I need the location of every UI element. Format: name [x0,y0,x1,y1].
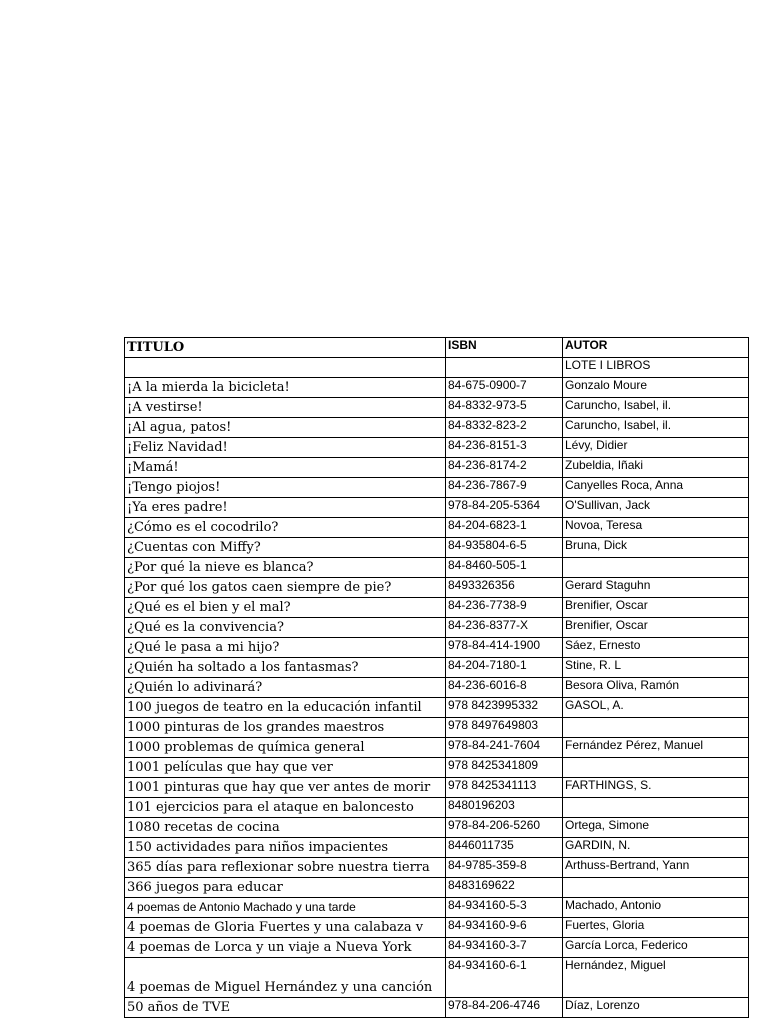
table-row [125,858,749,878]
table-row [125,438,749,458]
table-row [125,618,749,638]
cell-titulo: 101 ejercicios para el ataque en baloncesto [125,798,446,818]
cell-titulo: 1000 problemas de química general [125,738,446,758]
cell-isbn: 978 8423995332 [446,698,563,718]
table-row [125,798,749,818]
table-row [125,778,749,798]
cell-titulo: ¡Mamá! [125,458,446,478]
table-row [125,398,749,418]
table-row [125,598,749,618]
table-row [125,898,749,918]
cell-autor: Gonzalo Moure [563,378,749,398]
cell-isbn: 84-204-6823-1 [446,518,563,538]
cell-titulo: ¿Quién lo adivinará? [125,678,446,698]
cell-isbn: 8493326356 [446,578,563,598]
cell-autor: García Lorca, Federico [563,938,749,958]
table-row [125,818,749,838]
cell-titulo: ¡A la mierda la bicicleta! [125,378,446,398]
table-row [125,738,749,758]
cell-autor: Stine, R. L [563,658,749,678]
cell-autor [563,878,749,898]
cell-titulo: ¡Tengo piojos! [125,478,446,498]
cell-isbn: 84-236-6016-8 [446,678,563,698]
cell-isbn: 84-236-8377-X [446,618,563,638]
cell-autor: Canyelles Roca, Anna [563,478,749,498]
header-titulo: TITULO [125,338,446,358]
cell-titulo: ¿Quién ha soltado a los fantasmas? [125,658,446,678]
cell-isbn: 8480196203 [446,798,563,818]
cell-autor: GARDIN, N. [563,838,749,858]
cell-isbn: 84-934160-6-1 [446,958,563,998]
table-row [125,558,749,578]
cell-autor [563,758,749,778]
table-row [125,538,749,558]
cell-isbn: 8446011735 [446,838,563,858]
cell-titulo: 1080 recetas de cocina [125,818,446,838]
table-row [125,698,749,718]
cell-titulo: ¡Al agua, patos! [125,418,446,438]
cell-titulo: ¿Por qué la nieve es blanca? [125,558,446,578]
cell-titulo: 150 actividades para niños impacientes [125,838,446,858]
cell-titulo: ¿Qué le pasa a mi hijo? [125,638,446,658]
cell-titulo: 1000 pinturas de los grandes maestros [125,718,446,738]
table-row [125,718,749,738]
cell-titulo: 1001 películas que hay que ver [125,758,446,778]
cell-isbn: 978-84-206-4746 [446,998,563,1018]
cell-titulo: 365 días para reflexionar sobre nuestra tierra [125,858,446,878]
cell-titulo: ¿Qué es el bien y el mal? [125,598,446,618]
cell-autor: Sáez, Ernesto [563,638,749,658]
cell-isbn: 84-236-7867-9 [446,478,563,498]
table-row [125,578,749,598]
cell-titulo: ¿Qué es la convivencia? [125,618,446,638]
table-body [125,338,749,1018]
book-list-table [124,337,749,1018]
cell-autor: Lévy, Didier [563,438,749,458]
cell-autor: LOTE I LIBROS [563,358,749,378]
header-row [125,338,749,358]
table-row [125,838,749,858]
cell-isbn: 978 8425341113 [446,778,563,798]
table-row [125,518,749,538]
cell-isbn [446,358,563,378]
cell-autor: Besora Oliva, Ramón [563,678,749,698]
cell-titulo: 4 poemas de Gloria Fuertes y una calabaza v [125,918,446,938]
cell-isbn: 84-236-7738-9 [446,598,563,618]
cell-isbn: 978 8425341809 [446,758,563,778]
cell-titulo: ¡Ya eres padre! [125,498,446,518]
cell-autor: Brenifier, Oscar [563,598,749,618]
cell-isbn: 84-934160-9-6 [446,918,563,938]
cell-autor: Zubeldia, Iñaki [563,458,749,478]
cell-autor: O'Sullivan, Jack [563,498,749,518]
cell-titulo: ¡A vestirse! [125,398,446,418]
cell-isbn: 978 8497649803 [446,718,563,738]
cell-autor [563,558,749,578]
cell-autor: Caruncho, Isabel, il. [563,418,749,438]
cell-autor [563,718,749,738]
cell-autor: Novoa, Teresa [563,518,749,538]
cell-isbn: 84-236-8151-3 [446,438,563,458]
cell-titulo: 1001 pinturas que hay que ver antes de morir [125,778,446,798]
cell-titulo: 4 poemas de Antonio Machado y una tarde [125,898,446,918]
cell-isbn: 978-84-205-5364 [446,498,563,518]
cell-titulo: ¿Por qué los gatos caen siempre de pie? [125,578,446,598]
table-row [125,358,749,378]
cell-titulo [125,358,446,378]
cell-titulo: 4 poemas de Miguel Hernández y una canción [125,958,446,998]
table-row [125,658,749,678]
cell-titulo: 4 poemas de Lorca y un viaje a Nueva York [125,938,446,958]
cell-autor: FARTHINGS, S. [563,778,749,798]
cell-autor: Díaz, Lorenzo [563,998,749,1018]
header-autor: AUTOR [563,338,749,358]
cell-isbn: 8483169622 [446,878,563,898]
cell-titulo: ¿Cómo es el cocodrilo? [125,518,446,538]
cell-isbn: 84-934160-3-7 [446,938,563,958]
cell-isbn: 84-935804-6-5 [446,538,563,558]
cell-isbn: 84-8332-973-5 [446,398,563,418]
cell-isbn: 84-204-7180-1 [446,658,563,678]
cell-autor: Fernández Pérez, Manuel [563,738,749,758]
cell-autor: GASOL, A. [563,698,749,718]
table-row [125,478,749,498]
table-row [125,758,749,778]
table-row [125,998,749,1018]
table-row [125,678,749,698]
cell-titulo: ¡Feliz Navidad! [125,438,446,458]
cell-isbn: 978-84-414-1900 [446,638,563,658]
cell-autor: Gerard Staguhn [563,578,749,598]
cell-autor: Bruna, Dick [563,538,749,558]
cell-isbn: 84-8460-505-1 [446,558,563,578]
cell-autor: Arthuss-Bertrand, Yann [563,858,749,878]
table-row [125,458,749,478]
cell-autor: Fuertes, Gloria [563,918,749,938]
cell-titulo: ¿Cuentas con Miffy? [125,538,446,558]
table-row [125,498,749,518]
table-row [125,938,749,958]
cell-autor: Hernández, Miguel [563,958,749,998]
table-row [125,378,749,398]
cell-titulo: 100 juegos de teatro en la educación infantil [125,698,446,718]
cell-autor: Machado, Antonio [563,898,749,918]
table-row [125,418,749,438]
cell-isbn: 84-236-8174-2 [446,458,563,478]
header-isbn: ISBN [446,338,563,358]
cell-isbn: 84-8332-823-2 [446,418,563,438]
cell-titulo: 50 años de TVE [125,998,446,1018]
cell-autor: Brenifier, Oscar [563,618,749,638]
cell-isbn: 978-84-206-5260 [446,818,563,838]
cell-isbn: 84-934160-5-3 [446,898,563,918]
cell-isbn: 84-675-0900-7 [446,378,563,398]
table-row [125,638,749,658]
cell-isbn: 978-84-241-7604 [446,738,563,758]
cell-isbn: 84-9785-359-8 [446,858,563,878]
table-row [125,878,749,898]
table-row [125,918,749,938]
table-row [125,958,749,998]
cell-titulo: 366 juegos para educar [125,878,446,898]
cell-autor [563,798,749,818]
cell-autor: Ortega, Simone [563,818,749,838]
cell-autor: Caruncho, Isabel, il. [563,398,749,418]
